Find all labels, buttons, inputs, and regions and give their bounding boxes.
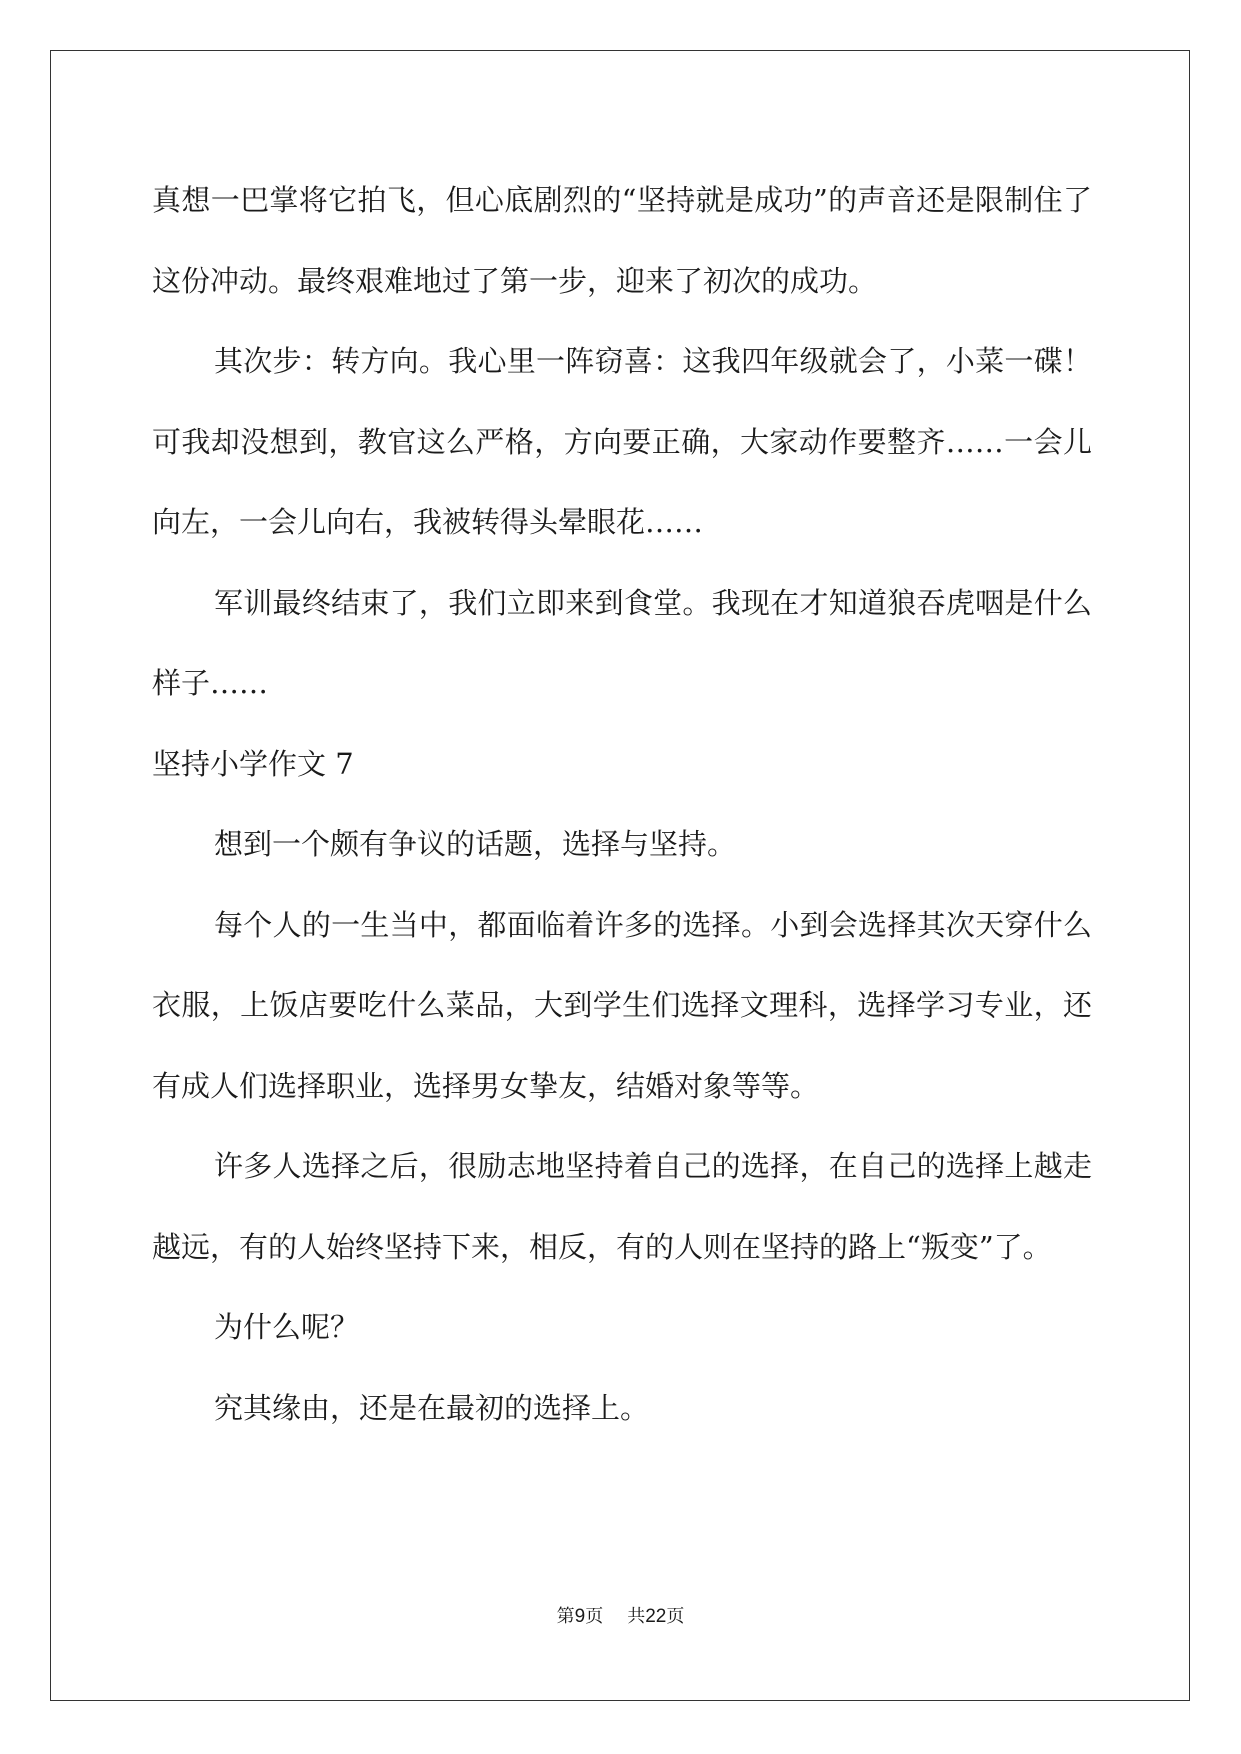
paragraph: 每个人的一生当中，都面临着许多的选择。小到会选择其次天穿什么衣服，上饭店要吃什么菜品，大到学生们选择文理科，选择学习专业，还有成人们选择职业，选择男女挚友，结婚对象等等。 <box>152 907 1092 1103</box>
page-footer <box>0 1602 1241 1628</box>
document-body <box>152 160 1092 1448</box>
section-heading: 坚持小学作文 7 <box>152 746 354 781</box>
total-prefix: 共 <box>627 1606 646 1627</box>
total-suffix: 页 <box>666 1606 685 1627</box>
paragraph: 为什么呢？ <box>214 1310 360 1344</box>
paragraph: 真想一巴掌将它拍飞，但心底剧烈的“坚持就是成功”的声音还是限制住了这份冲动。最终艰难地过了第一步，迎来了初次的成功。 <box>152 183 1092 298</box>
page-number: 9 <box>574 1606 586 1627</box>
paragraph: 军训最终结束了，我们立即来到食堂。我现在才知道狼吞虎咽是什么样子…… <box>152 585 1092 700</box>
paragraph: 其次步：转方向。我心里一阵窃喜：这我四年级就会了，小菜一碟！可我却没想到，教官这么严格，方向要正确，大家动作要整齐……一会儿向左，一会儿向右，我被转得头晕眼花…… <box>152 344 1092 539</box>
paragraph: 许多人选择之后，很励志地坚持着自己的选择，在自己的选择上越走越远，有的人始终坚持下来，相反，有的人则在坚持的路上“叛变”了。 <box>152 1149 1092 1264</box>
paragraph: 究其缘由，还是在最初的选择上。 <box>214 1390 650 1425</box>
paragraph: 想到一个颇有争议的话题，选择与坚持。 <box>214 827 737 861</box>
total-pages: 22 <box>645 1606 667 1627</box>
page-prefix: 第 <box>556 1606 575 1627</box>
page-suffix: 页 <box>585 1606 604 1627</box>
